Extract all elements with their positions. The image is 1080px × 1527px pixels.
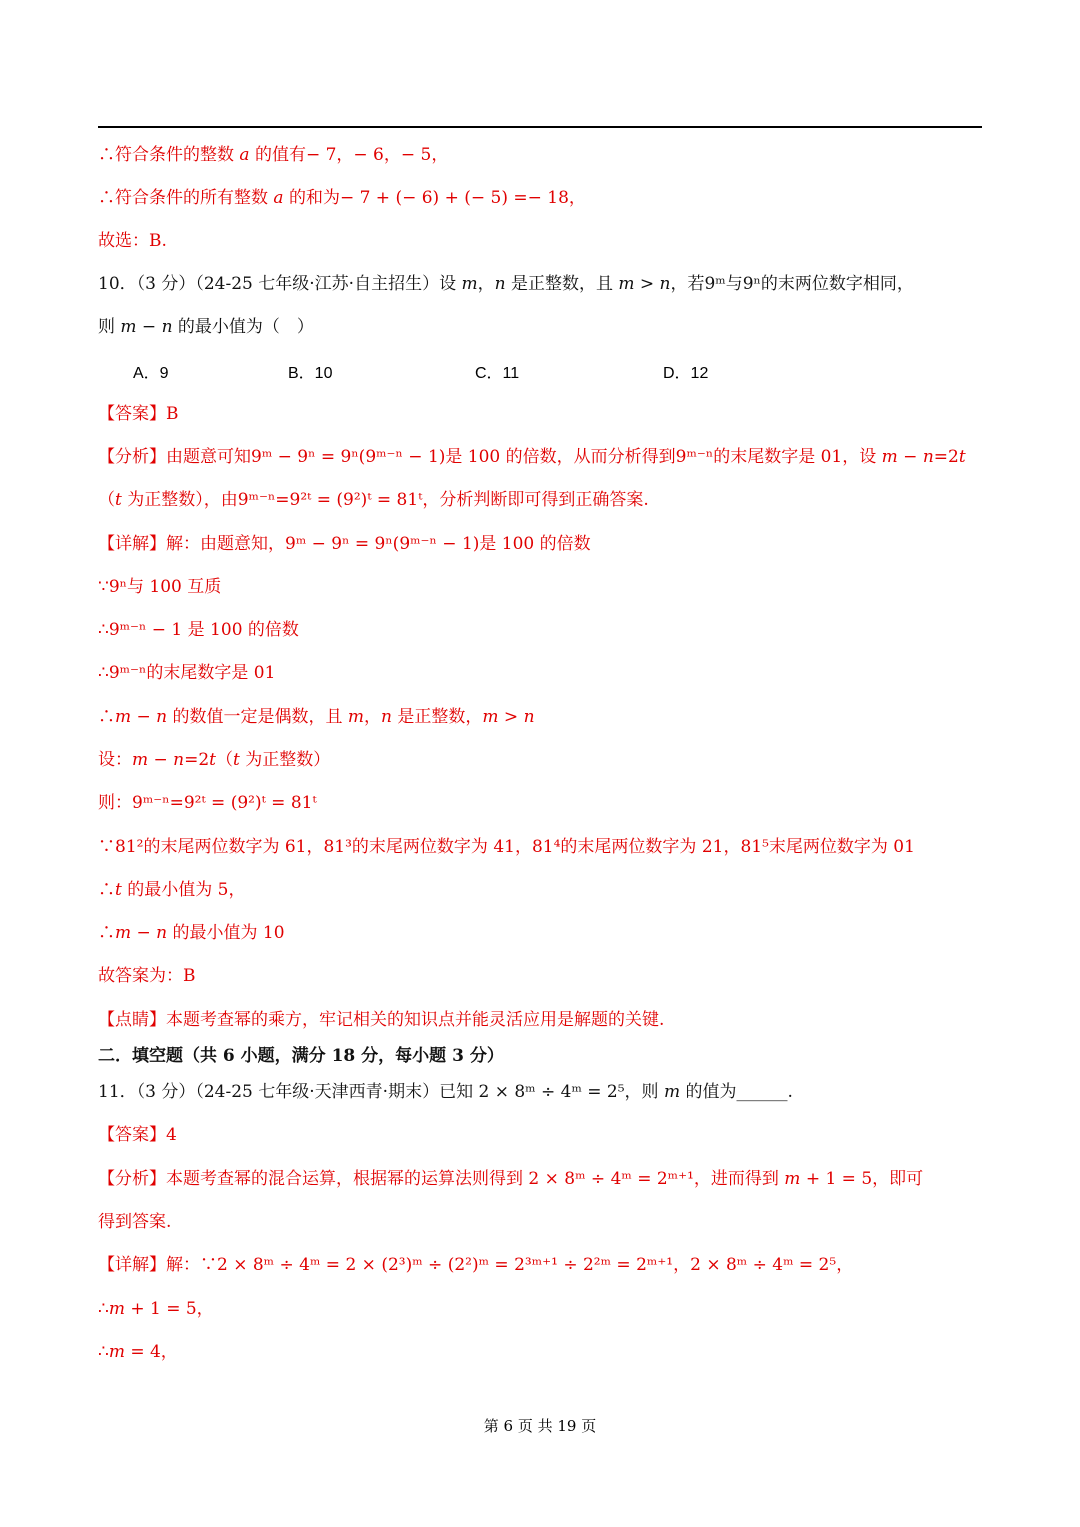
conclusion-line-1: ∴符合条件的整数 𝑎 的值有− 7，− 6，− 5， bbox=[98, 145, 449, 165]
detail-10-line-3: ∴9ᵐ⁻ⁿ − 1 是 100 的倍数 bbox=[98, 620, 299, 640]
question-10-line-2: 则 𝑚 − 𝑛 的最小值为（ ） bbox=[98, 317, 314, 337]
detail-10-line-7: 则：9ᵐ⁻ⁿ=9²ᵗ = (9²)ᵗ = 81ᵗ bbox=[98, 793, 317, 813]
detail-10-line-5: ∴𝑚 − 𝑛 的数值一定是偶数，且 𝑚，𝑛 是正整数，𝑚 > 𝑛 bbox=[98, 707, 535, 727]
detail-11-line-2: ∴𝑚 + 1 = 5， bbox=[98, 1299, 214, 1319]
analysis-10-line-2: （𝑡 为正整数），由9ᵐ⁻ⁿ=9²ᵗ = (9²)ᵗ = 81ᵗ，分析判断即可得到正确答案. bbox=[98, 490, 649, 510]
detail-10-line-8: ∵81²的末尾两位数字为 61，81³的末尾两位数字为 41，81⁴的末尾两位数字为 21，81⁵末尾两位数字为 01 bbox=[98, 837, 915, 857]
question-11: 11．（3 分）（24-25 七年级·天津西青·期末）已知 2 × 8ᵐ ÷ 4ᵐ = 2⁵，则 𝑚 的值为______. bbox=[98, 1082, 793, 1102]
analysis-11-line-1: 【分析】本题考查幂的混合运算，根据幂的运算法则得到 2 × 8ᵐ ÷ 4ᵐ = 2ᵐ⁺¹，进而得到 𝑚 + 1 = 5，即可 bbox=[98, 1169, 924, 1189]
detail-10-line-6: 设：𝑚 − 𝑛=2𝑡（𝑡 为正整数） bbox=[98, 750, 331, 770]
answer-10: 【答案】B bbox=[98, 404, 179, 424]
detail-10-line-4: ∴9ᵐ⁻ⁿ的末尾数字是 01 bbox=[98, 663, 276, 683]
conclusion-line-2: ∴符合条件的所有整数 𝑎 的和为− 7 + (− 6) + (− 5) =− 18， bbox=[98, 188, 586, 208]
header-rule bbox=[98, 126, 982, 128]
detail-11-line-3: ∴𝑚 = 4， bbox=[98, 1342, 178, 1362]
question-10-choices bbox=[0, 358, 1080, 384]
analysis-10-line-1: 【分析】由题意可知9ᵐ − 9ⁿ = 9ⁿ(9ᵐ⁻ⁿ − 1)是 100 的倍数，从而分析得到9ᵐ⁻ⁿ的末尾数字是 01，设 𝑚 − 𝑛=2𝑡 bbox=[98, 447, 966, 467]
detail-10-line-9: ∴𝑡 的最小值为 5， bbox=[98, 880, 246, 900]
choice-c: C．11 bbox=[475, 365, 520, 382]
choice-b: B．10 bbox=[288, 365, 333, 382]
comment-10: 【点睛】本题考查幂的乘方，牢记相关的知识点并能灵活应用是解题的关键. bbox=[98, 1010, 665, 1030]
page-footer: 第 6 页 共 19 页 bbox=[483, 1417, 597, 1435]
detail-11-line-1: 【详解】解：∵2 × 8ᵐ ÷ 4ᵐ = 2 × (2³)ᵐ ÷ (2²)ᵐ = 2³ᵐ⁺¹ ÷ 2²ᵐ = 2ᵐ⁺¹，2 × 8ᵐ ÷ 4ᵐ = 2⁵， bbox=[98, 1255, 854, 1275]
detail-10-line-10: ∴𝑚 − 𝑛 的最小值为 10 bbox=[98, 923, 285, 943]
detail-10-line-11: 故答案为：B bbox=[98, 966, 196, 986]
choice-a: A．9 bbox=[133, 365, 169, 382]
section-2-heading: 二．填空题（共 6 小题，满分 18 分，每小题 3 分） bbox=[98, 1046, 504, 1066]
question-10-line-1: 10．（3 分）（24-25 七年级·江苏·自主招生）设 𝑚，𝑛 是正整数，且 𝑚 > 𝑛，若9ᵐ与9ⁿ的末两位数字相同， bbox=[98, 274, 914, 294]
analysis-11-line-2: 得到答案. bbox=[98, 1212, 172, 1232]
answer-11: 【答案】4 bbox=[98, 1125, 177, 1145]
choice-d: D．12 bbox=[663, 365, 709, 382]
detail-10-line-1: 【详解】解：由题意知，9ᵐ − 9ⁿ = 9ⁿ(9ᵐ⁻ⁿ − 1)是 100 的倍数 bbox=[98, 534, 591, 554]
detail-10-line-2: ∵9ⁿ与 100 互质 bbox=[98, 577, 222, 597]
choice-conclusion: 故选：B. bbox=[98, 231, 167, 251]
